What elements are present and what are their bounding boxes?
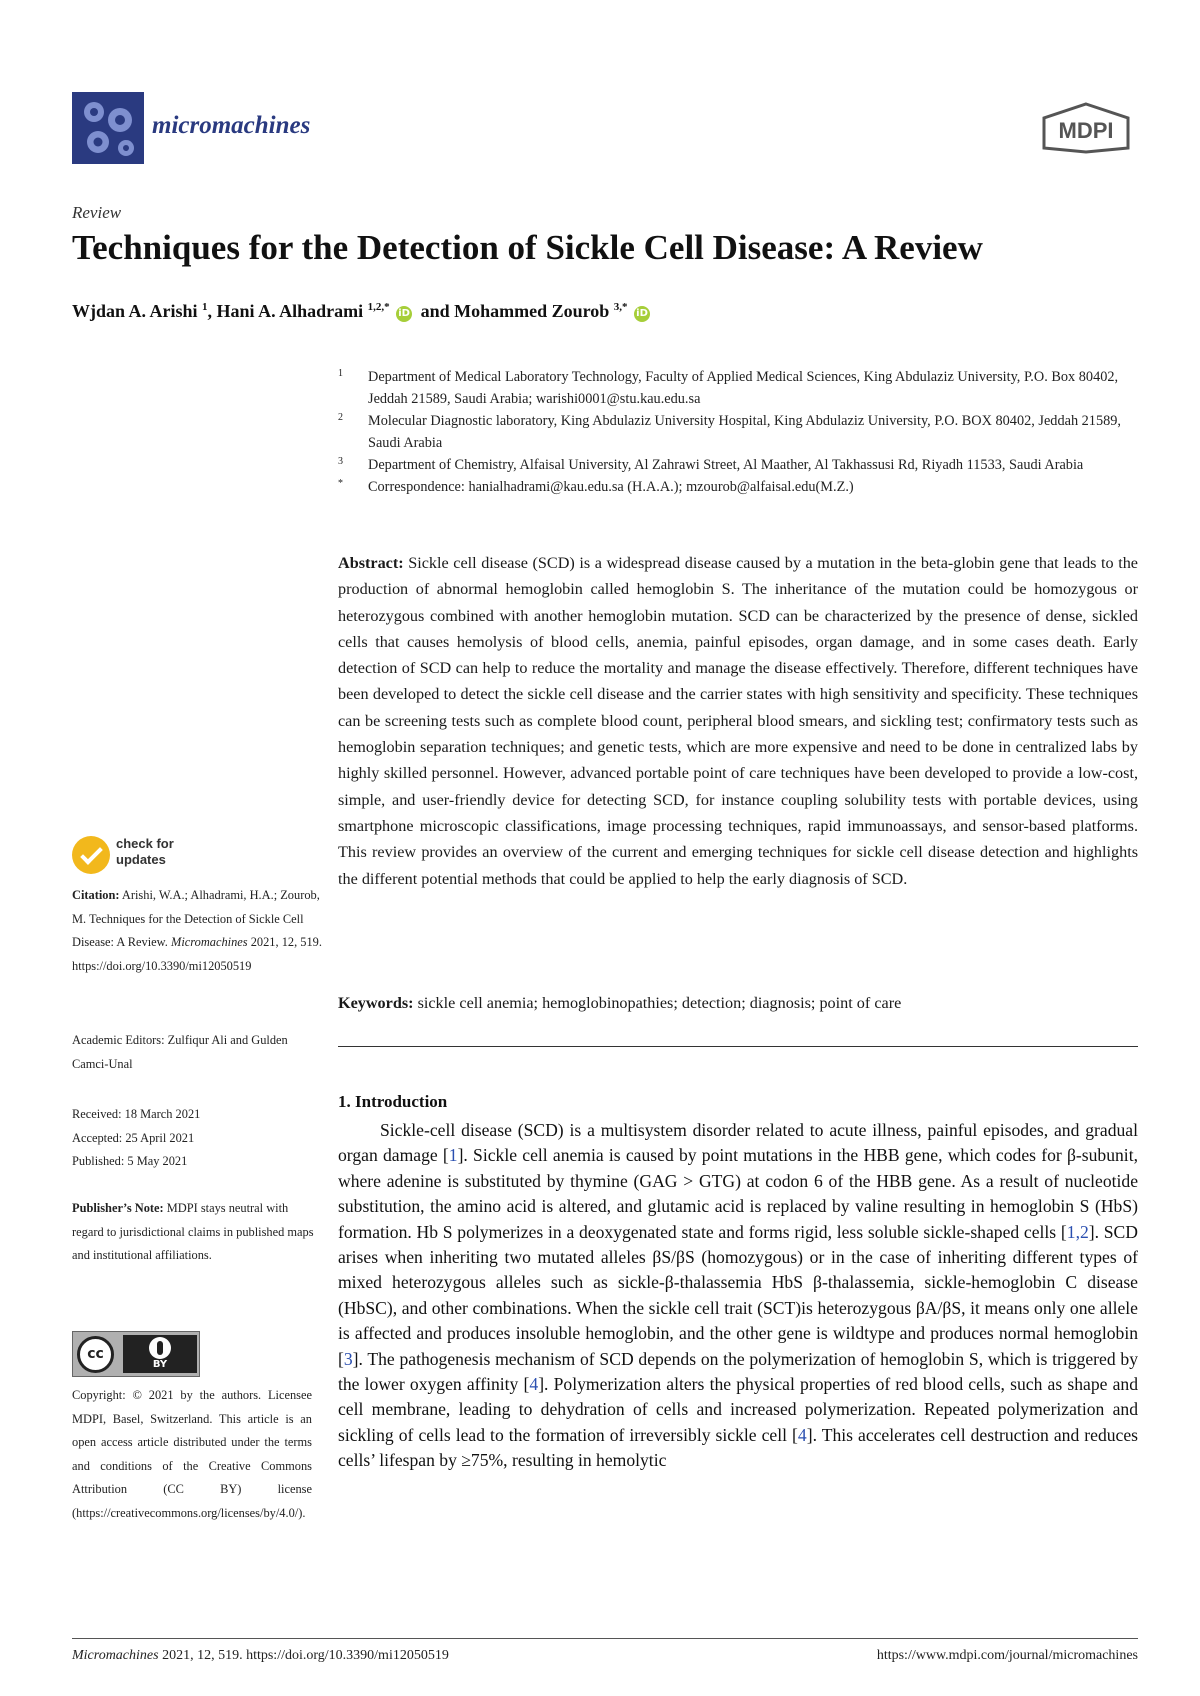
citation-link[interactable]: 4 (797, 1424, 807, 1445)
affiliation-number: 2 (338, 412, 343, 423)
intro-text: ]. SCD arises when inheriting two mutated alleles βS/βS (homozygous) or in the case of inheriting different types of mixed heterozygous alleles such as sickle-β-thalassemia HbS β-thalassemia, sickle-hemoglobin C disease (HbSC), and other combinations. When the sickle cell trait (SCT)is heterozygous βA/βS, it means only one allele is affected and produces insoluble hemoglobin, and the other gene is wildtype and produces normal hemoglobin [ (338, 1221, 1138, 1369)
attribution-icon (123, 1335, 197, 1373)
affiliation-number: 3 (338, 456, 343, 467)
keywords-text: sickle cell anemia; hemoglobinopathies; detection; diagnosis; point of care (417, 994, 902, 1012)
affiliation-list (338, 366, 1148, 498)
author-name: Wjdan A. Arishi (72, 301, 198, 321)
mdpi-logo-text: MDPI (1058, 118, 1114, 143)
citation-link[interactable]: 3 (343, 1348, 353, 1369)
keywords-label: Keywords: (338, 994, 414, 1012)
academic-editors: Academic Editors: Zulfiqur Ali and Gulden Camci-Unal (72, 1033, 288, 1071)
person-icon (149, 1337, 171, 1359)
intro-text: ]. Sickle cell anemia is caused by point mutations in the HBB gene, which codes for β-subunit, where adenine is substituted by thymine (GAG > GTG) at codon 6 of the HBB gene. As a result of nucleotide substitution, the amino acid is altered, and glutamic acid is replaced by valine resulting in hemoglobin S (HbS) formation. Hb S polymerizes in a deoxygenated state and forms rigid, less soluble sickle-shaped cells [ (338, 1145, 1138, 1242)
affiliation-number: * (338, 478, 343, 489)
gears-icon (72, 92, 144, 164)
cc-by-license-badge[interactable] (72, 1331, 200, 1377)
author-separator: and (420, 301, 455, 321)
intro-text: Sickle-cell disease (SCD) is a multisystem disorder related to acute illness, painful episodes, and gradual organ damage [ (338, 1120, 1138, 1166)
footer-doi[interactable]: 2021, 12, 519. https://doi.org/10.3390/mi12050519 (158, 1648, 449, 1663)
affiliation-item (338, 476, 1148, 498)
affiliation-text: Department of Chemistry, Alfaisal University, Al Zahrawi Street, Al Maather, Al Takhassusi Rd, Riyadh 11533, Saudi Arabia (368, 457, 1084, 473)
copyright-notice: Copyright: © 2021 by the authors. Licensee MDPI, Basel, Switzerland. This article is an open access article distributed under the terms and conditions of the Creative Commons Attribution (CC BY) license (https://creativecommons.org/licenses/by/4.0/). (72, 1388, 312, 1520)
footer-divider (72, 1638, 1138, 1639)
orcid-icon[interactable]: iD (634, 306, 650, 322)
citation-link[interactable]: 4 (529, 1374, 539, 1395)
checkmark-icon (72, 836, 110, 874)
affiliation-number: 1 (338, 368, 343, 379)
author-affiliation-mark: 1,2,* (367, 301, 390, 313)
author-separator: , (207, 301, 217, 321)
footer-journal-url[interactable]: https://www.mdpi.com/journal/micromachines (876, 1648, 1138, 1663)
abstract-label: Abstract: (338, 554, 404, 572)
affiliation-text: Correspondence: hanialhadrami@kau.edu.sa (H.A.A.); mzourob@alfaisal.edu(M.Z.) (368, 479, 854, 495)
publisher-note (72, 1197, 322, 1268)
intro-paragraph (338, 1118, 1138, 1474)
citation-text: Arishi, W.A.; Alhadrami, H.A.; Zourob, M. Techniques for the Detection of Sickle Cell Disease: A Review. (72, 888, 320, 949)
author-list (72, 301, 654, 322)
affiliation-text: Molecular Diagnostic laboratory, King Abdulaziz University Hospital, King Abdulaziz University, P.O. BOX 80402, Jeddah 21589, Saudi Arabia (368, 413, 1121, 451)
received-date: Received: 18 March 2021 (72, 1107, 201, 1121)
affiliation-item (338, 410, 1148, 454)
affiliation-item (338, 454, 1148, 476)
cc-icon: cc (77, 1336, 114, 1373)
abstract (338, 550, 1138, 892)
citation-label: Citation: (72, 888, 120, 902)
published-date: Published: 5 May 2021 (72, 1154, 188, 1168)
affiliation-text: Department of Medical Laboratory Technology, Faculty of Applied Medical Sciences, King Abdulaziz University, P.O. Box 80402, Jeddah 21589, Saudi Arabia; warishi0001@stu.kau.edu.sa (368, 369, 1119, 407)
citation-block (72, 884, 322, 978)
mdpi-logo (1040, 102, 1132, 154)
check-updates-button[interactable] (72, 832, 252, 876)
author-affiliation-mark: 3,* (613, 301, 628, 313)
intro-text: ]. The pathogenesis mechanism of SCD depends on the polymerization of hemoglobin S, which is triggered by the lower oxygen affinity [ (338, 1348, 1138, 1395)
check-updates-line2: updates (116, 852, 166, 867)
accepted-date: Accepted: 25 April 2021 (72, 1130, 195, 1145)
publisher-note-label: Publisher’s Note: (72, 1201, 164, 1215)
check-updates-line1: check for (116, 836, 174, 851)
page-header (72, 92, 1132, 172)
footer-citation (72, 1648, 449, 1664)
article-type: Review (72, 203, 122, 222)
citation-link[interactable]: 1 (448, 1145, 458, 1166)
check-updates-label (116, 836, 174, 868)
publication-dates (72, 1103, 322, 1174)
by-label: BY (152, 1359, 168, 1370)
citation-doi[interactable]: 2021, 12, 519. https://doi.org/10.3390/mi12050519 (72, 935, 322, 973)
journal-name: micromachines (152, 112, 311, 139)
intro-text: ]. Polymerization alters the physical properties of red blood cells, such as shape and cell membrane, leading to dehydration of cells and increased polymerization. Repeated polymerization and sickling of cells lead to the formation of irreversibly sickle cell [ (338, 1374, 1139, 1445)
author-name: Hani A. Alhadrami (216, 301, 364, 321)
footer-journal: Micromachines (72, 1648, 159, 1663)
author-name: Mohammed Zourob (454, 301, 610, 321)
section-divider (338, 1046, 1138, 1047)
section-heading: 1. Introduction (338, 1092, 448, 1111)
author-affiliation-mark: 1 (202, 301, 208, 313)
citation-journal: Micromachines (171, 935, 248, 949)
article-title: Techniques for the Detection of Sickle Cell Disease: A Review (72, 228, 983, 267)
orcid-icon[interactable]: iD (396, 306, 412, 322)
affiliation-item (338, 366, 1148, 410)
citation-link[interactable]: 1,2 (1066, 1221, 1089, 1242)
keywords (338, 994, 1138, 1013)
abstract-text: Sickle cell disease (SCD) is a widespread disease caused by a mutation in the beta-globin gene that leads to the production of abnormal hemoglobin called hemoglobin S. The inheritance of the mutation could be homozygous or heterozygous combined with another hemoglobin mutation. SCD can be characterized by the presence of dense, sickled cells that causes hemolysis of blood cells, anemia, painful episodes, organ damage, and in some cases death. Early detection of SCD can help to reduce the mortality and manage the disease effectively. Therefore, different techniques have been developed to detect the sickle cell disease and the carrier states with high sensitivity and specificity. These techniques can be screening tests such as complete blood count, peripheral blood smears, and sickling test; confirmatory tests such as hemoglobin separation techniques; and genetic tests, which are more expensive and need to be done in centralized labs by highly skilled personnel. However, advanced portable point of care techniques have been developed to provide a low-cost, simple, and user-friendly device for detecting SCD, for instance coupling solubility tests with portable devices, using smartphone microscopic classifications, image processing techniques, rapid immunoassays, and sensor-based platforms. This review provides an overview of the current and emerging techniques for sickle cell disease detection and highlights the different potential methods that could be applied to help the early diagnosis of SCD. (338, 554, 1138, 888)
intro-text: ]. This accelerates cell destruction and reduces cells’ lifespan by ≥75%, resulting in hemolytic (338, 1424, 1138, 1471)
publisher-note-text: MDPI stays neutral with regard to jurisdictional claims in published maps and institutional affiliations. (72, 1201, 314, 1262)
